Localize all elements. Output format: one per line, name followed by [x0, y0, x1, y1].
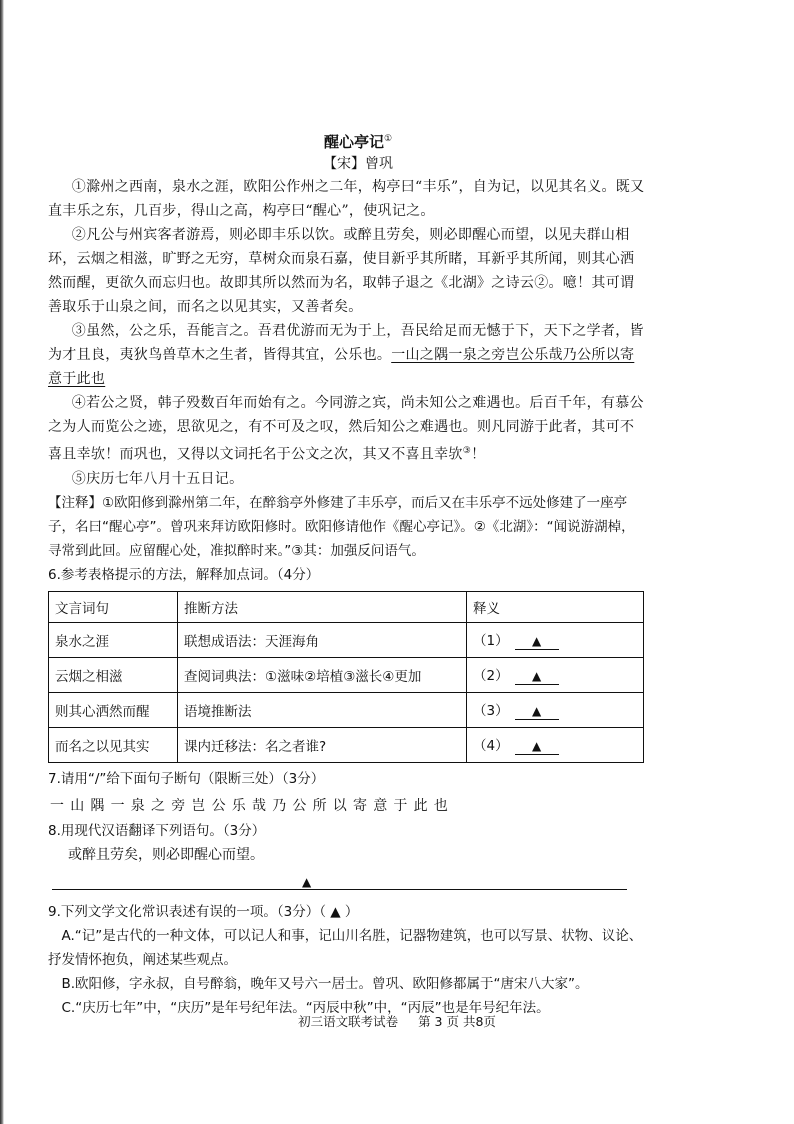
translation-answer-line[interactable]	[52, 867, 627, 890]
answer-blank[interactable]: ▲	[515, 738, 559, 755]
table-cell-answer[interactable]	[467, 692, 644, 727]
answer-number: （4）	[473, 738, 509, 755]
table-cell-phrase: 云烟之相滋	[49, 657, 178, 692]
title-footnote-mark: ①	[383, 134, 393, 144]
table-row	[49, 657, 644, 692]
annotation-note: 【注释】①欧阳修到滁州第二年，在醉翁亭外修建了丰乐亭，而后又在丰乐亭不远处修建了一座亭子，名曰“醒心亭”。曾巩来拜访欧阳修时。欧阳修请他作《醒心亭记》。②《北湖》：“闻说游湖棹，寻常到此回。应留醒心处，准拟醉时来。”③其：加强反问语气。	[48, 494, 635, 559]
exam-page	[48, 128, 648, 1020]
table-cell-phrase: 泉水之涯	[49, 622, 178, 657]
table-cell-method: 联想成语法：天涯海角	[178, 622, 467, 657]
question-7-sentence[interactable]: 一山隅一泉之旁岂公乐哉乃公所以寄意于此也	[50, 797, 454, 814]
table-cell-phrase: 而名之以见其实	[49, 727, 178, 762]
table-header-row	[49, 591, 644, 622]
reference-table	[48, 591, 644, 763]
para4-footnote-mark: ③	[462, 446, 472, 456]
answer-blank[interactable]: ▲	[515, 703, 559, 720]
option-a: A.“记”是古代的一种文体，可以记人和事，记山川名胜，记器物建筑，也可以写景、状物、议论、抒发情怀抱负，阐述某些观点。	[48, 927, 643, 968]
table-cell-method: 语境推断法	[178, 692, 467, 727]
article-author: 【宋】曾巩	[323, 156, 393, 172]
table-cell-phrase: 则其心洒然而醒	[49, 692, 178, 727]
table-cell-answer[interactable]	[467, 727, 644, 762]
paragraph-4	[48, 391, 648, 467]
table-cell-answer[interactable]	[467, 657, 644, 692]
answer-blank[interactable]: ▲	[515, 633, 559, 650]
table-row	[49, 727, 644, 762]
question-8-prompt: 8.用现代汉语翻译下列语句。（3分）	[48, 822, 266, 839]
paragraph-3	[48, 319, 648, 391]
answer-blank[interactable]: ▲	[515, 668, 559, 685]
table-cell-answer[interactable]	[467, 622, 644, 657]
question-8-sentence: 或醉且劳矣，则必即醒心而望。	[68, 846, 264, 863]
table-cell-method: 课内迁移法：名之者谁?	[178, 727, 467, 762]
option-c: C.“庆历七年”中，“庆历”是年号纪年法。“丙辰中秋”中，“丙辰”也是年号纪年法。	[61, 999, 550, 1016]
table-row	[49, 622, 644, 657]
table-cell-method: 查阅词典法：①滋味②培植③滋长④更加	[178, 657, 467, 692]
paragraph-5: ⑤庆历七年八月十五日记。	[71, 470, 244, 487]
answer-blank-mark: ▲	[302, 874, 312, 889]
table-header-cell: 文言词句	[49, 591, 178, 622]
article-title	[68, 128, 648, 153]
table-header-cell: 释义	[467, 591, 644, 622]
scan-edge	[0, 0, 4, 1124]
page-footer	[0, 1012, 794, 1030]
table-row	[49, 692, 644, 727]
paragraph-1: ①滁州之西南，泉水之涯，欧阳公作州之二年，构亭曰“丰乐”，自为记，以见其名义。既又直丰乐之东，几百步，得山之高，构亭曰“醒心”，使巩记之。	[48, 179, 645, 219]
option-b: B.欧阳修，字永叔，自号醉翁，晚年又号六一居士。曾巩、欧阳修都属于“唐宋八大家”。	[61, 975, 589, 992]
article-title-text: 醒心亭记	[323, 133, 384, 151]
question-6-prompt: 6.参考表格提示的方法，解释加点词。（4分）	[48, 566, 320, 583]
table-header-cell: 推断方法	[178, 591, 467, 622]
question-9-prompt: 9.下列文学文化常识表述有误的一项。（3分）（ ▲ ）	[48, 903, 359, 920]
exam-name: 初三语文联考试卷	[298, 1014, 399, 1029]
paragraph-4-text: ④若公之贤，韩子殁数百年而始有之。今同游之宾，尚未知公之难遇也。后百千年，有慕公之为人而览公之迹，思欲见之，有不可及之叹，然后知公之难遇也。则凡同游于此者，其可不喜且幸欤！而巩也，又得以文词托名于公文之次，其又不喜且幸欤	[48, 395, 644, 463]
answer-number: （1）	[473, 633, 509, 650]
para4-end: ！	[471, 446, 486, 463]
underlined-sentence: 一山之隅一泉之旁岂公乐哉乃公所以寄意于此也	[48, 347, 635, 387]
answer-number: （2）	[473, 668, 509, 685]
paragraph-2: ②凡公与州宾客者游焉，则必即丰乐以饮。或醉且劳矣，则必即醒心而望，以见夫群山相环，云烟之相滋，旷野之无穷，草树众而泉石嘉，使目新乎其所睹，耳新乎其所闻，则其心洒然而醒，更欲久而忘归也。故即其所以然而为名，取韩子退之《北湖》之诗云②。噫！其可谓善取乐于山泉之间，而名之以见其实，又善者矣。	[48, 227, 635, 315]
question-7-prompt: 7.请用“/”给下面句子断句（限断三处）（3分）	[48, 770, 325, 787]
paragraph-3-text: ③虽然，公之乐，吾能言之。吾君优游而无为于上，吾民给足而无憾于下，天下之学者，皆为才且良，夷狄鸟兽草木之生者，皆得其宜，公乐也。	[48, 323, 644, 363]
page-number: 第 3 页 共8页	[418, 1014, 496, 1029]
answer-number: （3）	[473, 703, 509, 720]
